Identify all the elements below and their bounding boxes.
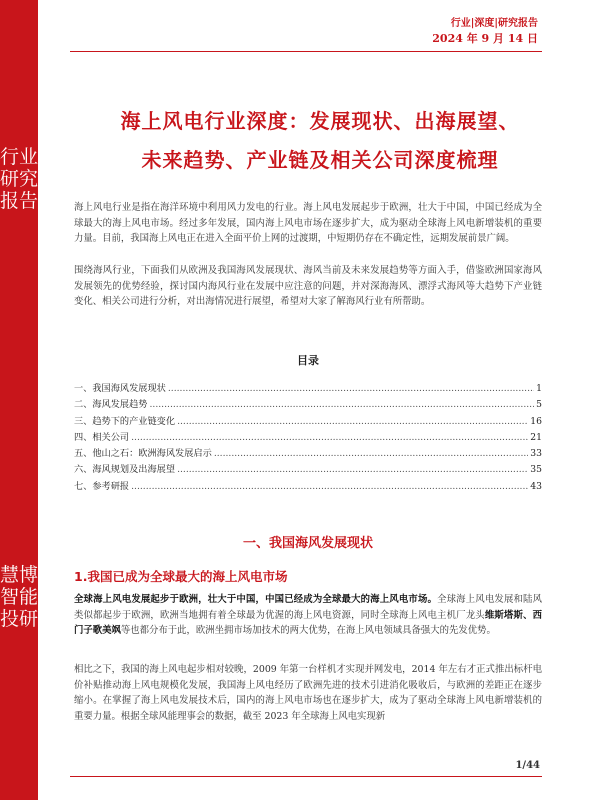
toc-item[interactable] [74, 396, 542, 412]
sidebar-bar [0, 0, 38, 800]
toc-item-label: 四、相关公司 [74, 431, 130, 443]
body-text: 全球海上风电发展和陆风类似都起步于欧洲，欧洲当地拥有着全球最为优渥的海上风电资源，同时全球海上风电主机厂龙头 [74, 594, 542, 621]
toc-item[interactable] [74, 445, 542, 461]
sidebar-top-text: 行业研究报告 [0, 146, 39, 212]
toc-item-page: 43 [530, 480, 542, 492]
toc-item-label: 六、海风规划及出海展望 [74, 464, 176, 476]
toc-item-label: 五、他山之石：欧洲海风发展启示 [74, 448, 212, 460]
toc-item[interactable] [74, 478, 542, 494]
header-divider [70, 51, 542, 52]
section-heading: 一、我国海风发展现状 [242, 536, 373, 551]
body-text: 等也都分布于此，欧洲坐拥市场加技术的两大优势，在海上风电领域具备强大的先发优势。 [120, 625, 496, 636]
sidebar-bottom-text: 慧博智能投研 [0, 564, 39, 630]
toc-item[interactable] [74, 429, 542, 445]
bold-company-names: 维斯塔斯、西门子歌美飒 [74, 609, 542, 636]
toc-item[interactable] [74, 380, 542, 396]
subsection-heading: 1.我国已成为全球最大的海上风电市场 [74, 569, 288, 584]
toc-item-page: 35 [530, 464, 542, 476]
toc-item-label: 七、参考研报 [74, 480, 130, 492]
page-title-line1: 海上风电行业深度：发展现状、出海展望、 [120, 109, 520, 133]
toc-item-label: 一、我国海风发展现状 [74, 383, 166, 394]
toc-item-page: 1 [536, 383, 542, 394]
body-paragraph-1 [74, 592, 542, 639]
toc-item-page: 21 [530, 431, 542, 443]
toc-item-label: 三、趋势下的产业链变化 [74, 415, 176, 427]
toc-title: 目录 [297, 354, 319, 367]
body-paragraph-2: 相比之下，我国的海上风电起步相对较晚，2009 年第一台样机才实现并网发电，2014 年左右才正式推出标杆电价补贴推动海上风电规模化发展，我国海上风电经历了欧洲先进的技术引进消化吸收后，与欧洲的差距正在逐步缩小。在掌握了海上风电发展技术后，国内的海上风电市场也在逐步扩大，成为了驱动全球海上风电新增装机的重要力量。根据全球风能理事会的数据，截至 2023 年全球海上风电实现新 [74, 664, 542, 722]
bold-lead: 全球海上风电发展起步于欧洲，壮大于中国，中国已经成为全球最大的海上风电市场。 [74, 594, 438, 605]
page-number: 1/44 [515, 760, 540, 771]
toc-item-page: 16 [530, 415, 542, 427]
intro-paragraph-2: 围绕海风行业，下面我们从欧洲及我国海风发展现状、海风当前及未来发展趋势等方面入手，借鉴欧洲国家海风发展领先的优势经验，探讨国内海风行业在发展中应注意的问题，并对深海海风、漂浮式海风等大趋势下产业链变化、相关公司进行分析，对出海情况进行展望，希望对大家了解海风行业有所帮助。 [74, 265, 542, 307]
toc-item[interactable] [74, 461, 542, 477]
table-of-contents [74, 380, 542, 494]
toc-item[interactable] [74, 413, 542, 429]
intro-paragraph-1: 海上风电行业是指在海洋环境中利用风力发电的行业。海上风电发展起步于欧洲，壮大于中国，中国已经成为全球最大的海上风电市场。经过多年发展，国内海上风电市场在逐步扩大，成为驱动全球海上风电新增装机的重要力量。目前，我国海上风电正在进入全面平价上网的过渡期，中短期仍存在不确定性，远期发展前景广阔。 [74, 202, 542, 244]
report-date: 2024 年 9 月 14 日 [432, 32, 538, 45]
footer-divider [70, 776, 542, 777]
toc-item-page: 33 [530, 448, 542, 460]
toc-item-page: 5 [536, 399, 542, 411]
toc-item-label: 二、海风发展趋势 [74, 399, 148, 411]
report-type: 行业|深度|研究报告 [450, 18, 538, 29]
page-title-line2: 未来趋势、产业链及相关公司深度梳理 [141, 148, 499, 172]
